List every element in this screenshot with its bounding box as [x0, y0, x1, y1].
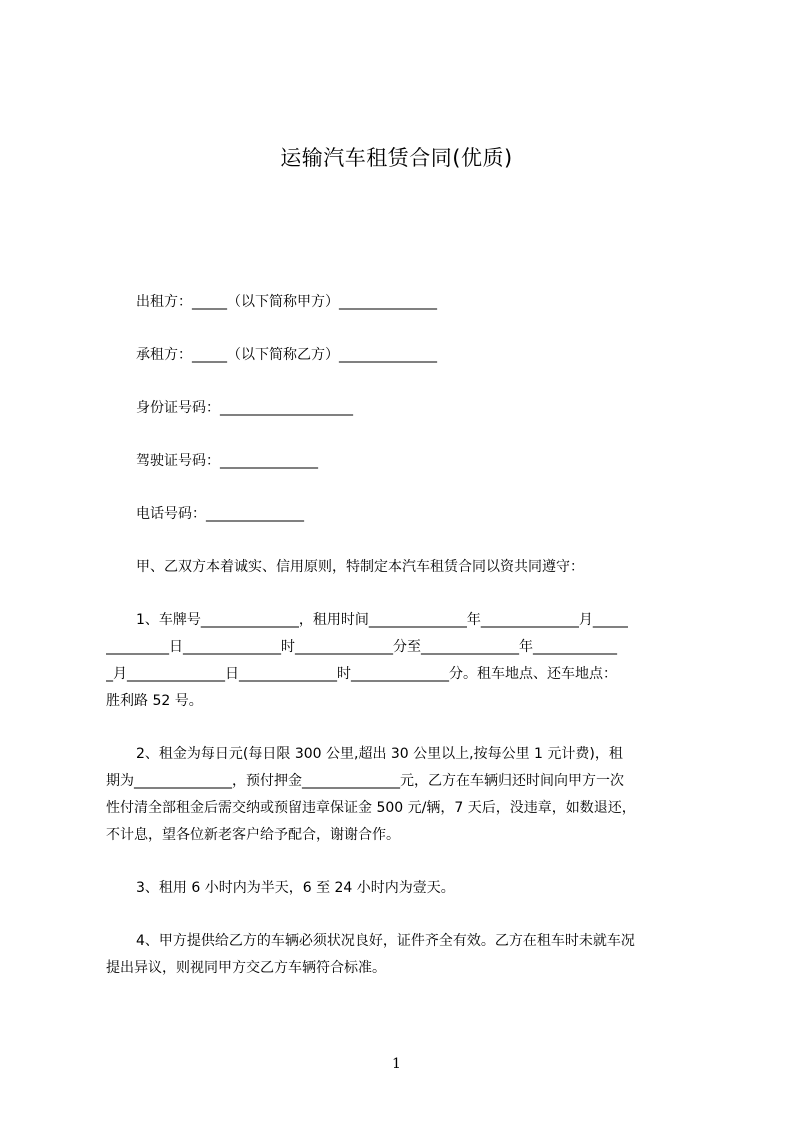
page-number: 1: [392, 1056, 401, 1072]
document-title: 运输汽车租赁合同(优质): [280, 146, 513, 170]
intro-paragraph: 甲、乙双方本着诚实、信用原则，特制定本汽车租赁合同以资共同遵守：: [136, 559, 584, 575]
clause-4-line: 提出异议，则视同甲方交乙方车辆符合标准。: [106, 960, 386, 976]
clause-2-line: 2、租金为每日元(每日限 300 公里,超出 30 公里以上,按每公里 1 元计费)，租: [136, 746, 623, 762]
clause-1-line: _月______________日______________时______________分。租车地点、还车地点：: [106, 666, 617, 682]
id-number-field: 身份证号码：___________________: [136, 400, 353, 416]
lessee-field: 承租方：_____（以下简称乙方）______________: [136, 347, 437, 363]
lessor-field: 出租方：_____（以下简称甲方）______________: [136, 294, 437, 310]
clause-4-line: 4、甲方提供给乙方的车辆必须状况良好，证件齐全有效。乙方在租车时未就车况: [136, 933, 635, 949]
clause-2-line: 性付清全部租金后需交纳或预留违章保证金 500 元/辆，7 天后，没违章，如数退还，: [106, 800, 636, 816]
clause-1-line: _________日______________时______________分至______________年____________: [106, 639, 617, 655]
phone-field: 电话号码：______________: [136, 506, 304, 522]
clause-1-line: 1、车牌号______________，租用时间______________年______________月_____: [136, 612, 628, 628]
clause-1-line: 胜利路 52 号。: [106, 693, 203, 709]
clause-3: 3、租用 6 小时内为半天，6 至 24 小时内为壹天。: [136, 880, 455, 896]
license-number-field: 驾驶证号码：______________: [136, 453, 318, 469]
clause-2-line: 不计息，望各位新老客户给予配合，谢谢合作。: [106, 827, 400, 843]
clause-2-line: 期为______________，预付押金______________元，乙方在车辆归还时间向甲方一次: [106, 773, 624, 789]
